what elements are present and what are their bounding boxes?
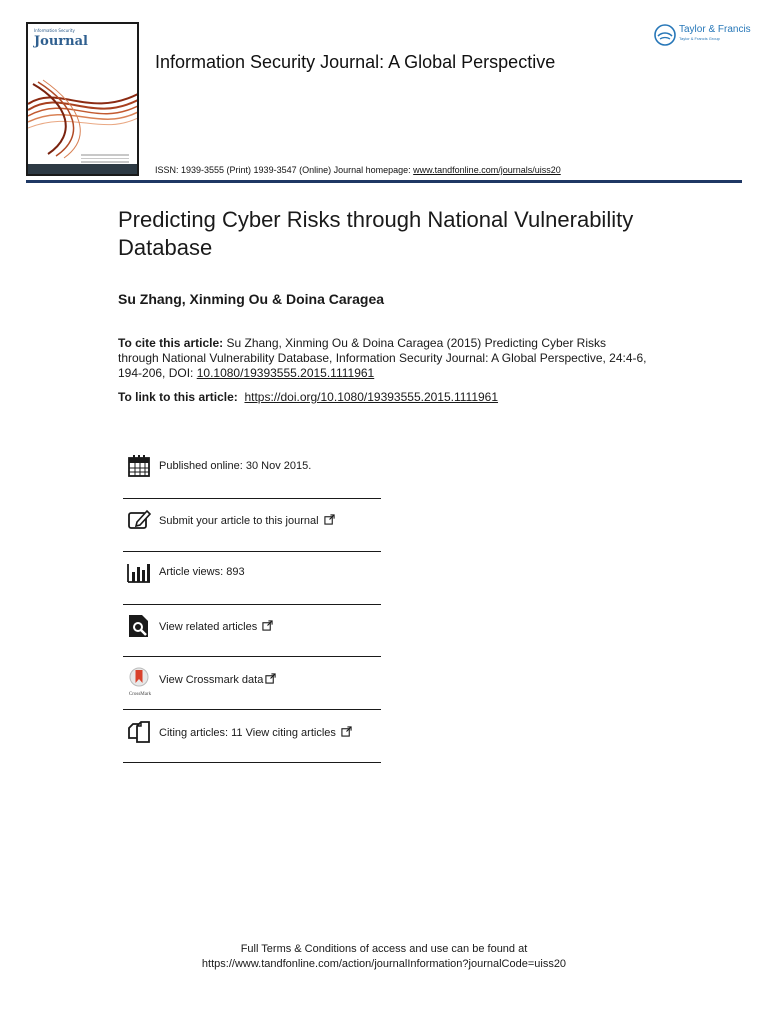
submit-article-link-wrap[interactable] bbox=[159, 514, 335, 527]
footer-line-1: Full Terms & Conditions of access and use can be found at bbox=[240, 943, 528, 955]
journal-cover-thumbnail bbox=[26, 22, 139, 176]
published-online-item bbox=[123, 446, 381, 486]
citing-documents-icon bbox=[127, 720, 151, 744]
citing-articles-link-wrap[interactable] bbox=[159, 726, 352, 739]
link-label: To link to this article: bbox=[118, 390, 238, 404]
article-views-text: Article views: 893 bbox=[159, 566, 245, 578]
svg-text:CrossMark: CrossMark bbox=[128, 692, 152, 696]
crossmark-text[interactable]: View Crossmark data bbox=[159, 674, 264, 686]
publisher-subname: Taylor & Francis Group bbox=[679, 36, 720, 41]
article-views-item bbox=[123, 552, 381, 592]
external-link-icon bbox=[262, 620, 273, 631]
metric-divider bbox=[123, 604, 381, 605]
citing-articles-item[interactable] bbox=[123, 712, 381, 752]
cover-journal-word: Journal bbox=[34, 34, 88, 49]
crossmark-icon bbox=[127, 667, 151, 691]
publisher-name[interactable]: Taylor & Francis bbox=[679, 24, 751, 35]
metric-divider bbox=[123, 762, 381, 763]
crossmark-logo-label bbox=[125, 690, 155, 696]
citation-label: To cite this article: bbox=[118, 336, 224, 350]
bar-chart-icon bbox=[127, 560, 151, 584]
edit-pencil-icon bbox=[127, 508, 151, 532]
crossmark-item[interactable] bbox=[123, 659, 381, 699]
citation-text: Su Zhang, Xinming Ou & Doina Caragea (2015) Predicting Cyber Risks through National Vulnerability Database, Information Security Journal: A Global Perspective, 24:4-6, 194-206, DOI: bbox=[118, 336, 647, 380]
article-authors: Su Zhang, Xinming Ou & Doina Caragea bbox=[118, 291, 385, 307]
article-title: Predicting Cyber Risks through National Vulnerability Database bbox=[118, 207, 634, 260]
calendar-icon bbox=[127, 454, 151, 478]
article-doi-url-link[interactable]: https://doi.org/10.1080/19393555.2015.1111961 bbox=[244, 390, 499, 404]
link-to-article bbox=[118, 390, 498, 404]
citing-articles-text[interactable]: Citing articles: 11 View citing articles bbox=[159, 727, 336, 739]
document-search-icon bbox=[127, 614, 151, 638]
related-articles-text[interactable]: View related articles bbox=[159, 621, 258, 633]
external-link-icon bbox=[341, 726, 352, 737]
citation-doi-link[interactable]: 10.1080/19393555.2015.1111961 bbox=[196, 366, 375, 380]
citation-block bbox=[118, 336, 648, 381]
issn-text: ISSN: 1939-3555 (Print) 1939-3547 (Online) Journal homepage: bbox=[155, 165, 414, 175]
journal-homepage-link[interactable]: www.tandfonline.com/journals/uiss20 bbox=[413, 165, 561, 175]
terms-footer bbox=[0, 942, 768, 972]
published-online-text: Published online: 30 Nov 2015. bbox=[159, 460, 312, 472]
crossmark-link-wrap[interactable] bbox=[159, 673, 276, 686]
metric-divider bbox=[123, 709, 381, 710]
external-link-icon bbox=[324, 514, 335, 525]
footer-terms-link[interactable]: https://www.tandfonline.com/action/journalInformation?journalCode=uiss20 bbox=[201, 958, 567, 970]
related-articles-link-wrap[interactable] bbox=[159, 620, 273, 633]
related-articles-item[interactable] bbox=[123, 606, 381, 646]
issn-line bbox=[155, 165, 561, 175]
journal-title: Information Security Journal: A Global Perspective bbox=[155, 52, 556, 72]
header-divider bbox=[26, 180, 742, 183]
cover-bottom-bar bbox=[28, 164, 137, 174]
submit-article-item[interactable] bbox=[123, 500, 381, 540]
cover-top-text: Information Security bbox=[34, 28, 75, 33]
metric-divider bbox=[123, 498, 381, 499]
submit-article-text[interactable]: Submit your article to this journal bbox=[159, 515, 319, 527]
external-link-icon bbox=[265, 673, 276, 684]
metric-divider bbox=[123, 656, 381, 657]
